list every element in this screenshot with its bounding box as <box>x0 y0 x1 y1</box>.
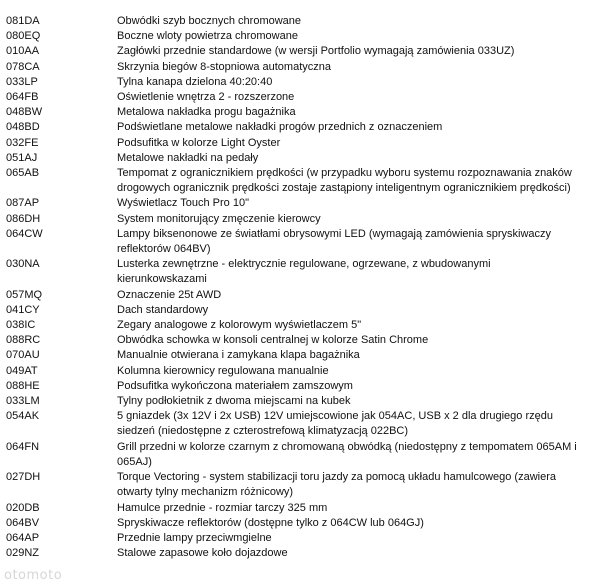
option-code: 029NZ <box>6 547 40 560</box>
option-description: Hamulce przednie - rozmiar tarczy 325 mm <box>117 501 328 514</box>
option-row <box>0 257 613 287</box>
option-description: Grill przedni w kolorze czarnym z chromowaną obwódką (niedostępny z tempomatem 065AM i 065AJ) <box>117 440 577 468</box>
option-description: Podsufitka wykończona materiałem zamszowym <box>117 379 353 392</box>
option-row <box>0 14 613 29</box>
option-row <box>0 120 613 135</box>
option-description: 5 gniazdek (3x 12V i 2x USB) 12V umiejscowione jak 054AC, USB x 2 dla drugiego rzędu siedzeń (niedostępne z czterostrefową klimatyzacją 022BC) <box>117 410 553 438</box>
option-code: 086DH <box>6 212 41 225</box>
option-description: Torque Vectoring - system stabilizacji toru jazdy za pomocą układu hamulcowego (zawiera otwarty tylny mechanizm różnicowy) <box>117 471 556 499</box>
option-description: System monitorujący zmęczenie kierowcy <box>117 212 321 225</box>
option-code: 048BW <box>6 106 43 119</box>
option-row <box>0 531 613 546</box>
option-description: Lampy biksenonowe ze światłami obrysowymi LED (wymagają zamówienia spryskiwaczy reflektorów 064BV) <box>117 227 552 256</box>
option-description: Podświetlane metalowe nakładki progów przednich z oznaczeniem <box>117 121 443 134</box>
option-row <box>0 409 613 439</box>
option-description: Zegary analogowe z kolorowym wyświetlaczem 5" <box>117 319 362 332</box>
option-code: 064BV <box>6 516 40 529</box>
option-code: 051AJ <box>6 151 38 164</box>
option-code: 078CA <box>6 60 40 73</box>
option-description: Lusterka zewnętrzne - elektrycznie regulowane, ogrzewane, z wbudowanymi kierunkowskazami <box>117 258 491 286</box>
option-code: 030NA <box>6 258 40 271</box>
option-description: Podsufitka w kolorze Light Oyster <box>117 136 281 149</box>
option-code: 081DA <box>6 15 40 27</box>
option-description: Tylna kanapa dzielona 40:20:40 <box>117 75 273 88</box>
option-code: 010AA <box>6 45 40 58</box>
option-code: 038IC <box>6 319 36 332</box>
option-row <box>0 364 613 379</box>
option-code: 033LP <box>6 75 38 88</box>
option-code: 041CY <box>6 303 40 316</box>
option-row <box>0 75 613 90</box>
option-description: Zagłówki przednie standardowe (w wersji Portfolio wymagają zamówienia 033UZ) <box>117 45 515 58</box>
option-list <box>0 14 613 561</box>
option-description: Tempomat z ogranicznikiem prędkości (w przypadku wyboru systemu rozpoznawania znaków drogowych ogranicznik prędkości zostaje zastąpiony inteligentnym ogranicznikiem prędkości) <box>117 167 572 195</box>
option-code: 054AK <box>6 410 40 423</box>
option-code: 064CW <box>6 227 43 240</box>
option-row <box>0 501 613 516</box>
option-code: 088RC <box>6 334 41 347</box>
option-row <box>0 60 613 75</box>
option-description: Oznaczenie 25t AWD <box>117 288 222 301</box>
option-code: 070AU <box>6 349 40 362</box>
option-row <box>0 288 613 303</box>
option-description: Manualnie otwierana i zamykana klapa bagażnika <box>117 349 360 362</box>
option-row <box>0 303 613 318</box>
option-description: Metalowa nakładka progu bagażnika <box>117 106 296 119</box>
option-code: 064FB <box>6 91 39 104</box>
option-description: Spryskiwacze reflektorów (dostępne tylko z 064CW lub 064GJ) <box>117 516 424 529</box>
option-row <box>0 318 613 333</box>
option-row <box>0 470 613 500</box>
option-code: 033LM <box>6 395 40 408</box>
option-row <box>0 333 613 348</box>
option-code: 049AT <box>6 364 38 377</box>
option-row <box>0 348 613 363</box>
option-row <box>0 516 613 531</box>
option-row <box>0 196 613 211</box>
option-code: 064AP <box>6 531 40 544</box>
option-code: 087AP <box>6 197 40 210</box>
option-code: 080EQ <box>6 30 41 43</box>
option-row <box>0 105 613 120</box>
option-description: Przednie lampy przeciwmgielne <box>117 531 272 544</box>
option-description: Dach standardowy <box>117 303 209 316</box>
option-row <box>0 29 613 44</box>
watermark: otomoto <box>4 568 63 583</box>
option-description: Obwódka schowka w konsoli centralnej w kolorze Satin Chrome <box>117 334 429 347</box>
option-description: Obwódki szyb bocznych chromowane <box>117 15 302 27</box>
option-row <box>0 44 613 59</box>
option-code: 048BD <box>6 121 40 134</box>
option-row <box>0 546 613 561</box>
option-row <box>0 151 613 166</box>
option-row <box>0 394 613 409</box>
option-description: Metalowe nakładki na pedały <box>117 151 259 164</box>
option-row <box>0 212 613 227</box>
option-description: Stalowe zapasowe koło dojazdowe <box>117 547 288 560</box>
option-description: Skrzynia biegów 8-stopniowa automatyczna <box>117 60 332 73</box>
option-description: Oświetlenie wnętrza 2 - rozszerzone <box>117 91 295 104</box>
option-row <box>0 227 613 257</box>
option-row <box>0 166 613 196</box>
option-description: Kolumna kierownicy regulowana manualnie <box>117 364 329 377</box>
option-row <box>0 440 613 470</box>
option-code: 027DH <box>6 471 41 484</box>
option-code: 088HE <box>6 379 40 392</box>
option-code: 065AB <box>6 167 40 180</box>
option-row <box>0 379 613 394</box>
option-description: Boczne wloty powietrza chromowane <box>117 30 298 43</box>
option-code: 032FE <box>6 136 39 149</box>
option-code: 057MQ <box>6 288 43 301</box>
option-row <box>0 90 613 105</box>
option-description: Tylny podłokietnik z dwoma miejscami na kubek <box>117 395 351 408</box>
option-code: 064FN <box>6 440 40 453</box>
option-description: Wyświetlacz Touch Pro 10" <box>117 197 249 210</box>
option-row <box>0 136 613 151</box>
option-code: 020DB <box>6 501 40 514</box>
